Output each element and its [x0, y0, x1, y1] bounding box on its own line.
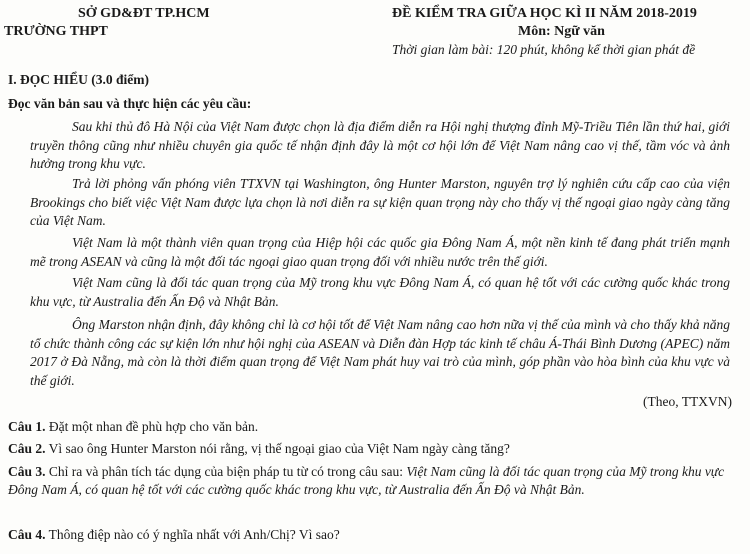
time-note: Thời gian làm bài: 120 phút, không kể thời gian phát đề	[392, 42, 696, 57]
question-text: Đặt một nhan đề phù hợp cho văn bản.	[48, 419, 259, 434]
question-label: Câu 2.	[8, 441, 46, 456]
passage-paragraph-1: Sau khi thủ đô Hà Nội của Việt Nam được chọn là địa điểm diễn ra Hội nghị thượng đỉnh Mỹ-Triều Tiên lần thứ hai, giới truyền thông cũng như nhiều chuyên gia quốc tế nhận định đây là một cơ hội lớn để Việt Nam nâng cao vị thế, tầm vóc và ảnh hưởng trong khu vực.	[30, 119, 730, 171]
question-text: Vì sao ông Hunter Marston nói rằng, vị thế ngoại giao của Việt Nam ngày càng tăng?	[48, 441, 510, 456]
question-quote: Việt Nam cũng là đối tác quan trọng của Mỹ trong khu vực Đông Nam Á, có quan hệ tốt với các cường quốc khác trong khu vực, từ Australia đến Ấn Độ và Nhật Bản.	[8, 464, 725, 497]
question-label: Câu 4.	[8, 527, 46, 542]
section-instruction: Đọc văn bản sau và thực hiện các yêu cầu:	[8, 96, 252, 111]
passage-paragraph-2: Trả lời phỏng vấn phóng viên TTXVN tại Washington, ông Hunter Marston, nguyên trợ lý nghiên cứu cấp cao của viện Brookings cho biết việc Việt Nam được lựa chọn là nơi diễn ra sự kiện quan trọng này cho thấy vị thế ngoại giao ngày càng tăng của Việt Nam.	[30, 176, 730, 228]
school-name: TRƯỜNG THPT	[4, 24, 108, 39]
section-heading: I. ĐỌC HIỂU (3.0 điểm)	[8, 72, 149, 87]
department-name: SỞ GD&ĐT TP.HCM	[78, 6, 210, 21]
source-citation: (Theo, TTXVN)	[643, 394, 732, 409]
question-3	[8, 463, 733, 499]
exam-title: ĐỀ KIỂM TRA GIỮA HỌC KÌ II NĂM 2018-2019	[392, 6, 697, 21]
question-text: Thông điệp nào có ý nghĩa nhất với Anh/Chị? Vì sao?	[48, 527, 340, 542]
question-label: Câu 1.	[8, 419, 46, 434]
passage-paragraph-4: Việt Nam cũng là đối tác quan trọng của Mỹ trong khu vực Đông Nam Á, có quan hệ tốt với các cường quốc khác trong khu vực, từ Australia đến Ấn Độ và Nhật Bản.	[30, 275, 730, 309]
question-2	[8, 440, 713, 458]
question-1	[8, 418, 713, 436]
question-4	[8, 526, 713, 544]
question-text: Chỉ ra và phân tích tác dụng của biện pháp tu từ có trong câu sau:	[48, 464, 407, 479]
passage-paragraph-5: Ông Marston nhận định, đây không chỉ là cơ hội tốt để Việt Nam nâng cao hơn nữa vị thế của mình và cho thấy khả năng tổ chức thành công các sự kiện lớn như hội nghị của ASEAN và Diễn đàn Hợp tác kinh tế châu Á-Thái Bình Dương (APEC) năm 2017 ở Đà Nẵng, mà còn là thời điểm quan trọng để Việt Nam phát huy vai trò của mình, góp phần vào hòa bình của khu vực và thế giới.	[30, 317, 730, 388]
passage-paragraph-3: Việt Nam là một thành viên quan trọng của Hiệp hội các quốc gia Đông Nam Á, một nền kinh tế đang phát triển mạnh mẽ trong ASEAN và cũng là một đối tác ngoại giao quan trọng đối với nhiều nước trên thế giới.	[30, 235, 730, 269]
subject-line: Môn: Ngữ văn	[518, 24, 605, 39]
question-label: Câu 3.	[8, 464, 46, 479]
